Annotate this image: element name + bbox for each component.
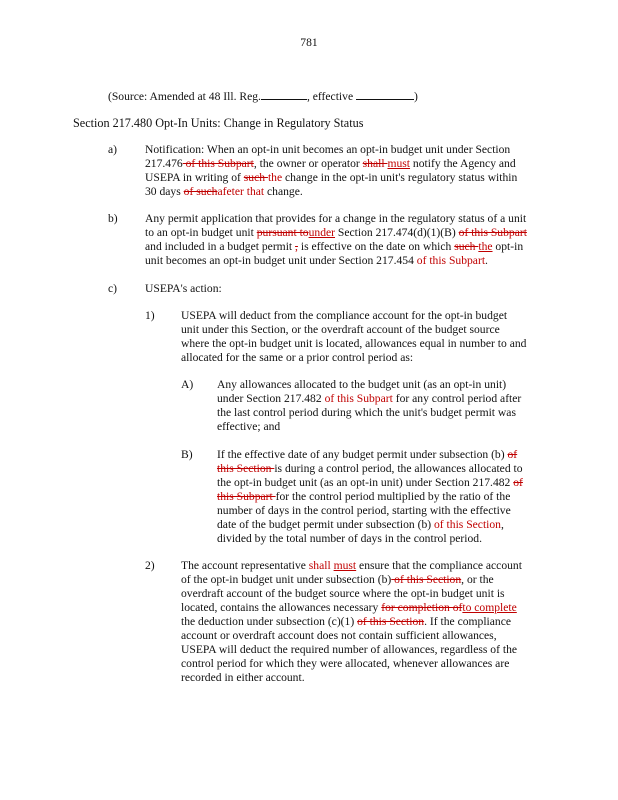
text-run: unit becomes an opt-in budget unit under Section 217.454: [145, 254, 417, 267]
deleted-text: of this Section: [357, 615, 425, 628]
text-line: [217, 420, 521, 434]
text-line: [145, 226, 527, 240]
text-run: the deduction under subsection (c)(1): [181, 615, 358, 628]
reg-blank: [261, 88, 307, 100]
inserted-text: must: [387, 157, 411, 170]
inserted-text: of this Subpart: [416, 254, 486, 267]
text-run: Any permit application that provides for a change in the regulatory status of a unit: [145, 212, 527, 225]
text-line: [181, 559, 522, 573]
text-run: opt-in: [492, 240, 524, 253]
text-run: USEPA's action:: [145, 282, 222, 295]
text-run: the last control period during which the unit's budget permit was: [217, 406, 516, 419]
text-line: [145, 171, 517, 185]
deleted-text: of: [513, 476, 523, 489]
text-line: [217, 448, 523, 462]
paragraph-c-label: c): [108, 282, 118, 295]
text-line: [145, 240, 527, 254]
text-run: date of the budget permit under subsection (b): [217, 518, 434, 531]
text-line: [145, 254, 527, 268]
text-line: [145, 282, 222, 296]
text-line: [145, 143, 517, 157]
text-run: If the effective date of any budget permit under subsection (b): [217, 448, 508, 461]
text-run: USEPA will deduct from the compliance account for the opt-in budget: [181, 309, 508, 322]
inserted-text: under: [308, 226, 335, 239]
text-run: for any control period after: [392, 392, 522, 405]
inserted-text: must: [333, 559, 357, 572]
deleted-text: for completion of: [381, 601, 463, 614]
text-line: [217, 462, 523, 476]
deleted-text: shall: [362, 157, 388, 170]
text-run: under Section 217.482: [217, 392, 325, 405]
deleted-text: such: [243, 171, 268, 184]
text-run: . If the compliance: [424, 615, 512, 628]
text-run: Notification: When an opt-in unit becomes an opt-in budget unit under Section: [145, 143, 511, 156]
source-prefix: (Source: Amended at 48 Ill. Reg.: [108, 90, 261, 103]
paragraph-a: [145, 143, 517, 199]
inserted-text: afeter that: [217, 185, 265, 198]
item-b: [217, 448, 523, 546]
text-line: [181, 323, 526, 337]
page-number: 781: [300, 36, 318, 49]
text-run: change in the opt-in unit's regulatory status within: [282, 171, 518, 184]
text-run: of the opt-in budget unit under subsection (b): [181, 573, 392, 586]
text-run: is during a control period, the allowances allocated to: [274, 462, 523, 475]
text-line: [181, 337, 526, 351]
text-line: [181, 643, 522, 657]
text-run: recorded in either account.: [181, 671, 305, 684]
text-line: [217, 532, 523, 546]
text-run: 217.476: [145, 157, 183, 170]
text-run: , or the: [461, 573, 494, 586]
source-note: [108, 88, 418, 104]
text-line: [217, 490, 523, 504]
text-line: [217, 504, 523, 518]
deleted-text: of: [507, 448, 518, 461]
paragraph-b-label: b): [108, 212, 118, 225]
text-line: [181, 657, 522, 671]
text-run: where the opt-in budget unit is located, allowances equal in number to and: [181, 337, 527, 350]
deleted-text: of this Subpart: [182, 157, 254, 170]
source-middle: , effective: [306, 90, 356, 103]
deleted-text: pursuant to: [256, 226, 309, 239]
paragraph-c: [145, 282, 222, 296]
item-b-label: B): [181, 448, 193, 461]
text-run: notify the Agency and: [410, 157, 516, 170]
text-run: The account representative: [181, 559, 309, 572]
text-line: [217, 378, 521, 392]
text-run: unit under this Section, or the overdraft account of the budget source: [181, 323, 500, 336]
text-line: [181, 615, 522, 629]
deleted-text: this Section: [217, 462, 275, 475]
text-line: [181, 601, 522, 615]
deleted-text: ,: [295, 240, 298, 253]
item-c2: [181, 559, 522, 685]
item-a-label: A): [181, 378, 194, 391]
deleted-text: of this Subpart: [458, 226, 527, 239]
text-run: 30 days: [145, 185, 184, 198]
text-line: [217, 476, 523, 490]
text-run: is effective on the date on which: [297, 240, 455, 253]
paragraph-b: [145, 212, 527, 268]
inserted-text: of this Subpart: [324, 392, 393, 405]
text-run: effective; and: [217, 420, 281, 433]
text-run: .: [485, 254, 488, 267]
text-line: [181, 671, 522, 685]
inserted-text: of this Section: [434, 518, 501, 531]
item-c1-label: 1): [145, 309, 155, 322]
text-run: to an opt-in budget unit: [145, 226, 257, 239]
text-run: , the owner or operator: [253, 157, 363, 170]
text-line: [217, 392, 521, 406]
deleted-text: this Subpart: [217, 490, 276, 503]
source-suffix: ): [413, 90, 418, 103]
text-line: [145, 212, 527, 226]
text-run: Section 217.474(d)(1)(B): [335, 226, 459, 239]
deleted-text: such: [454, 240, 479, 253]
text-line: [145, 157, 517, 171]
deleted-text: of this Section: [391, 573, 462, 586]
text-line: [181, 351, 526, 365]
text-run: USEPA in writing of: [145, 171, 244, 184]
text-run: number of days in the control period, starting with the effective: [217, 504, 511, 517]
deleted-text: of such: [183, 185, 218, 198]
text-run: ,: [500, 518, 504, 531]
item-c1: [181, 309, 526, 365]
text-run: ensure that the compliance account: [356, 559, 522, 572]
inserted-text: to complete: [462, 601, 517, 614]
text-line: [181, 587, 522, 601]
inserted-text: shall: [308, 559, 334, 572]
item-a: [217, 378, 521, 434]
item-c2-label: 2): [145, 559, 155, 572]
text-line: [217, 406, 521, 420]
text-run: change.: [264, 185, 303, 198]
text-run: allocated for the same or a prior control period as:: [181, 351, 414, 364]
text-line: [181, 309, 526, 323]
text-run: and included in a budget permit: [145, 240, 296, 253]
inserted-text: the: [267, 171, 283, 184]
text-run: control period for which they were allocated, whenever allowances are: [181, 657, 510, 670]
text-run: for the control period multiplied by the ratio of the: [275, 490, 511, 503]
text-line: [181, 629, 522, 643]
effective-blank: [356, 88, 414, 100]
text-run: account or overdraft account does not contain sufficient allowances,: [181, 629, 497, 642]
paragraph-a-label: a): [108, 143, 118, 156]
text-run: overdraft account of the budget source where the opt-in budget unit is: [181, 587, 505, 600]
text-line: [145, 185, 517, 199]
text-run: located, contains the allowances necessary: [181, 601, 382, 614]
inserted-text: the: [478, 240, 493, 253]
text-line: [217, 518, 523, 532]
text-run: USEPA will deduct the required number of allowances, regardless of the: [181, 643, 518, 656]
section-heading: Section 217.480 Opt-In Units: Change in Regulatory Status: [73, 116, 364, 130]
text-line: [181, 573, 522, 587]
text-run: divided by the total number of days in the control period.: [217, 532, 482, 545]
text-run: the opt-in budget unit (as an opt-in unit) under Section 217.482: [217, 476, 514, 489]
text-run: Any allowances allocated to the budget unit (as an opt-in unit): [217, 378, 507, 391]
